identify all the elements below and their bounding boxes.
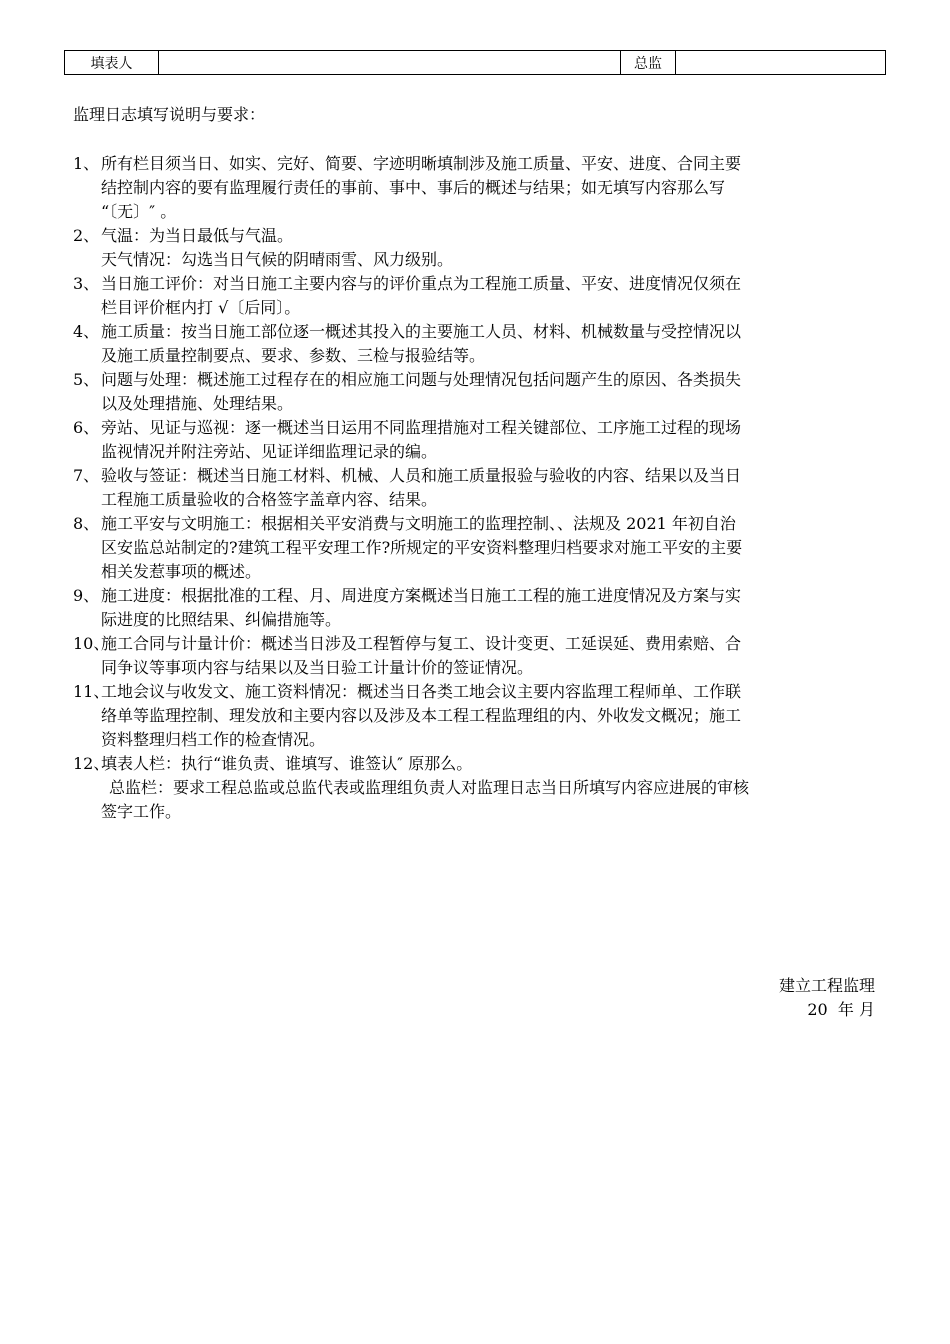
instructions-list (73, 152, 877, 824)
signature-table (64, 50, 886, 75)
item-number: 5、 (73, 370, 100, 389)
item-text (101, 224, 877, 248)
item-line: 工地会议与收发文、施工资料情况：概述当日各类工地会议主要内容监理工程师单、工作联 (101, 682, 742, 701)
company-name: 建立工程监理 (778, 976, 875, 995)
footer-date: 20 年 月 (807, 1000, 875, 1019)
item-text (101, 752, 877, 776)
list-item (73, 584, 877, 632)
list-item (73, 368, 877, 416)
item-text (101, 272, 877, 320)
item-text (101, 152, 877, 224)
item-line: 工程施工质量验收的合格签字盖章内容、结果。 (101, 490, 438, 509)
item-text (101, 512, 877, 584)
filler-label: 填表人 (65, 51, 159, 75)
list-item (73, 632, 877, 680)
list-item (73, 320, 877, 368)
item-text (101, 320, 877, 368)
item-line: 填表人栏：执行“谁负责、谁填写、谁签认″ 原那么。 (101, 754, 473, 773)
weather-note: 天气情况：勾选当日气候的阴晴雨雪、风力级别。 (101, 250, 454, 269)
item-line: 验收与签证：概述当日施工材料、机械、人员和施工质量报验与验收的内容、结果以及当日 (101, 466, 742, 485)
item-line: 气温：为当日最低与气温。 (101, 226, 294, 245)
list-item (73, 512, 877, 584)
list-item (73, 680, 877, 752)
item-number: 4、 (73, 322, 100, 341)
item-number: 2、 (73, 226, 100, 245)
chief-label: 总监 (621, 51, 676, 75)
item-number: 3、 (73, 274, 100, 293)
list-item (73, 224, 877, 248)
item-line: 监视情况并附注旁站、见证详细监理记录的编。 (101, 442, 438, 461)
item-line: 问题与处理：概述施工过程存在的相应施工问题与处理情况包括问题产生的原因、各类损失 (101, 370, 742, 389)
item-line: 同争议等事项内容与结果以及当日验工计量计价的签证情况。 (101, 658, 534, 677)
item-text (101, 464, 877, 512)
item-number: 10、 (73, 634, 110, 653)
item-line: “〔无〕″ 。 (101, 202, 177, 221)
item-line: 施工质量：按当日施工部位逐一概述其投入的主要施工人员、材料、机械数量与受控情况以 (101, 322, 742, 341)
footer-signature (779, 974, 875, 1022)
item-line: 结控制内容的要有监理履行责任的事前、事中、事后的概述与结果；如无填写内容那么写 (101, 178, 726, 197)
chief-note-line: 签字工作。 (101, 802, 182, 821)
list-item (73, 152, 877, 224)
item-line: 相关发惹事项的概述。 (101, 562, 262, 581)
chief-note-line: 总监栏：要求工程总监或总监代表或监理组负责人对监理日志当日所填写内容应进展的审核 (109, 778, 750, 797)
item-number: 9、 (73, 586, 100, 605)
item-line: 资料整理归档工作的检查情况。 (101, 730, 326, 749)
item-text (101, 632, 877, 680)
item-line: 施工进度：根据批准的工程、月、周进度方案概述当日施工工程的施工进度情况及方案与实 (101, 586, 742, 605)
item-number: 8、 (73, 514, 100, 533)
chief-value-cell[interactable] (676, 51, 886, 75)
list-item (73, 272, 877, 320)
item-line: 区安监总站制定的?建筑工程平安理工作?所规定的平安资料整理归档要求对施工平安的主要 (101, 538, 743, 557)
item-text (101, 680, 877, 752)
item-text (101, 584, 877, 632)
item-line: 栏目评价框内打 √〔后同〕。 (101, 298, 301, 317)
item-text (101, 416, 877, 464)
item-line: 所有栏目须当日、如实、完好、简要、字迹明晰填制涉及施工质量、平安、进度、合同主要 (101, 154, 742, 173)
chief-note (73, 776, 877, 824)
list-item (73, 752, 877, 776)
item-line: 际进度的比照结果、纠偏措施等。 (101, 610, 342, 629)
signature-row (65, 51, 886, 75)
item-line: 及施工质量控制要点、要求、参数、三检与报验结等。 (101, 346, 486, 365)
item-number: 6、 (73, 418, 100, 437)
item-number: 11、 (73, 682, 110, 701)
item-line: 以及处理措施、处理结果。 (101, 394, 294, 413)
instructions-heading: 监理日志填写说明与要求： (73, 105, 266, 124)
item-number: 7、 (73, 466, 100, 485)
item-line: 旁站、见证与巡视：逐一概述当日运用不同监理措施对工程关键部位、工序施工过程的现场 (101, 418, 742, 437)
filler-value-cell[interactable] (159, 51, 621, 75)
item-line: 当日施工评价：对当日施工主要内容与的评价重点为工程施工质量、平安、进度情况仅须在 (101, 274, 742, 293)
item-number: 12、 (73, 754, 110, 773)
item-line: 络单等监理控制、理发放和主要内容以及涉及本工程工程监理组的内、外收发文概况；施工 (101, 706, 742, 725)
item-number: 1、 (73, 154, 100, 173)
item-text (101, 368, 877, 416)
list-item (73, 464, 877, 512)
item-line: 施工平安与文明施工：根据相关平安消费与文明施工的监理控制、、法规及 2021 年初自治 (101, 514, 736, 533)
list-item (73, 416, 877, 464)
item-line: 施工合同与计量计价：概述当日涉及工程暂停与复工、设计变更、工延误延、费用索赔、合 (101, 634, 742, 653)
